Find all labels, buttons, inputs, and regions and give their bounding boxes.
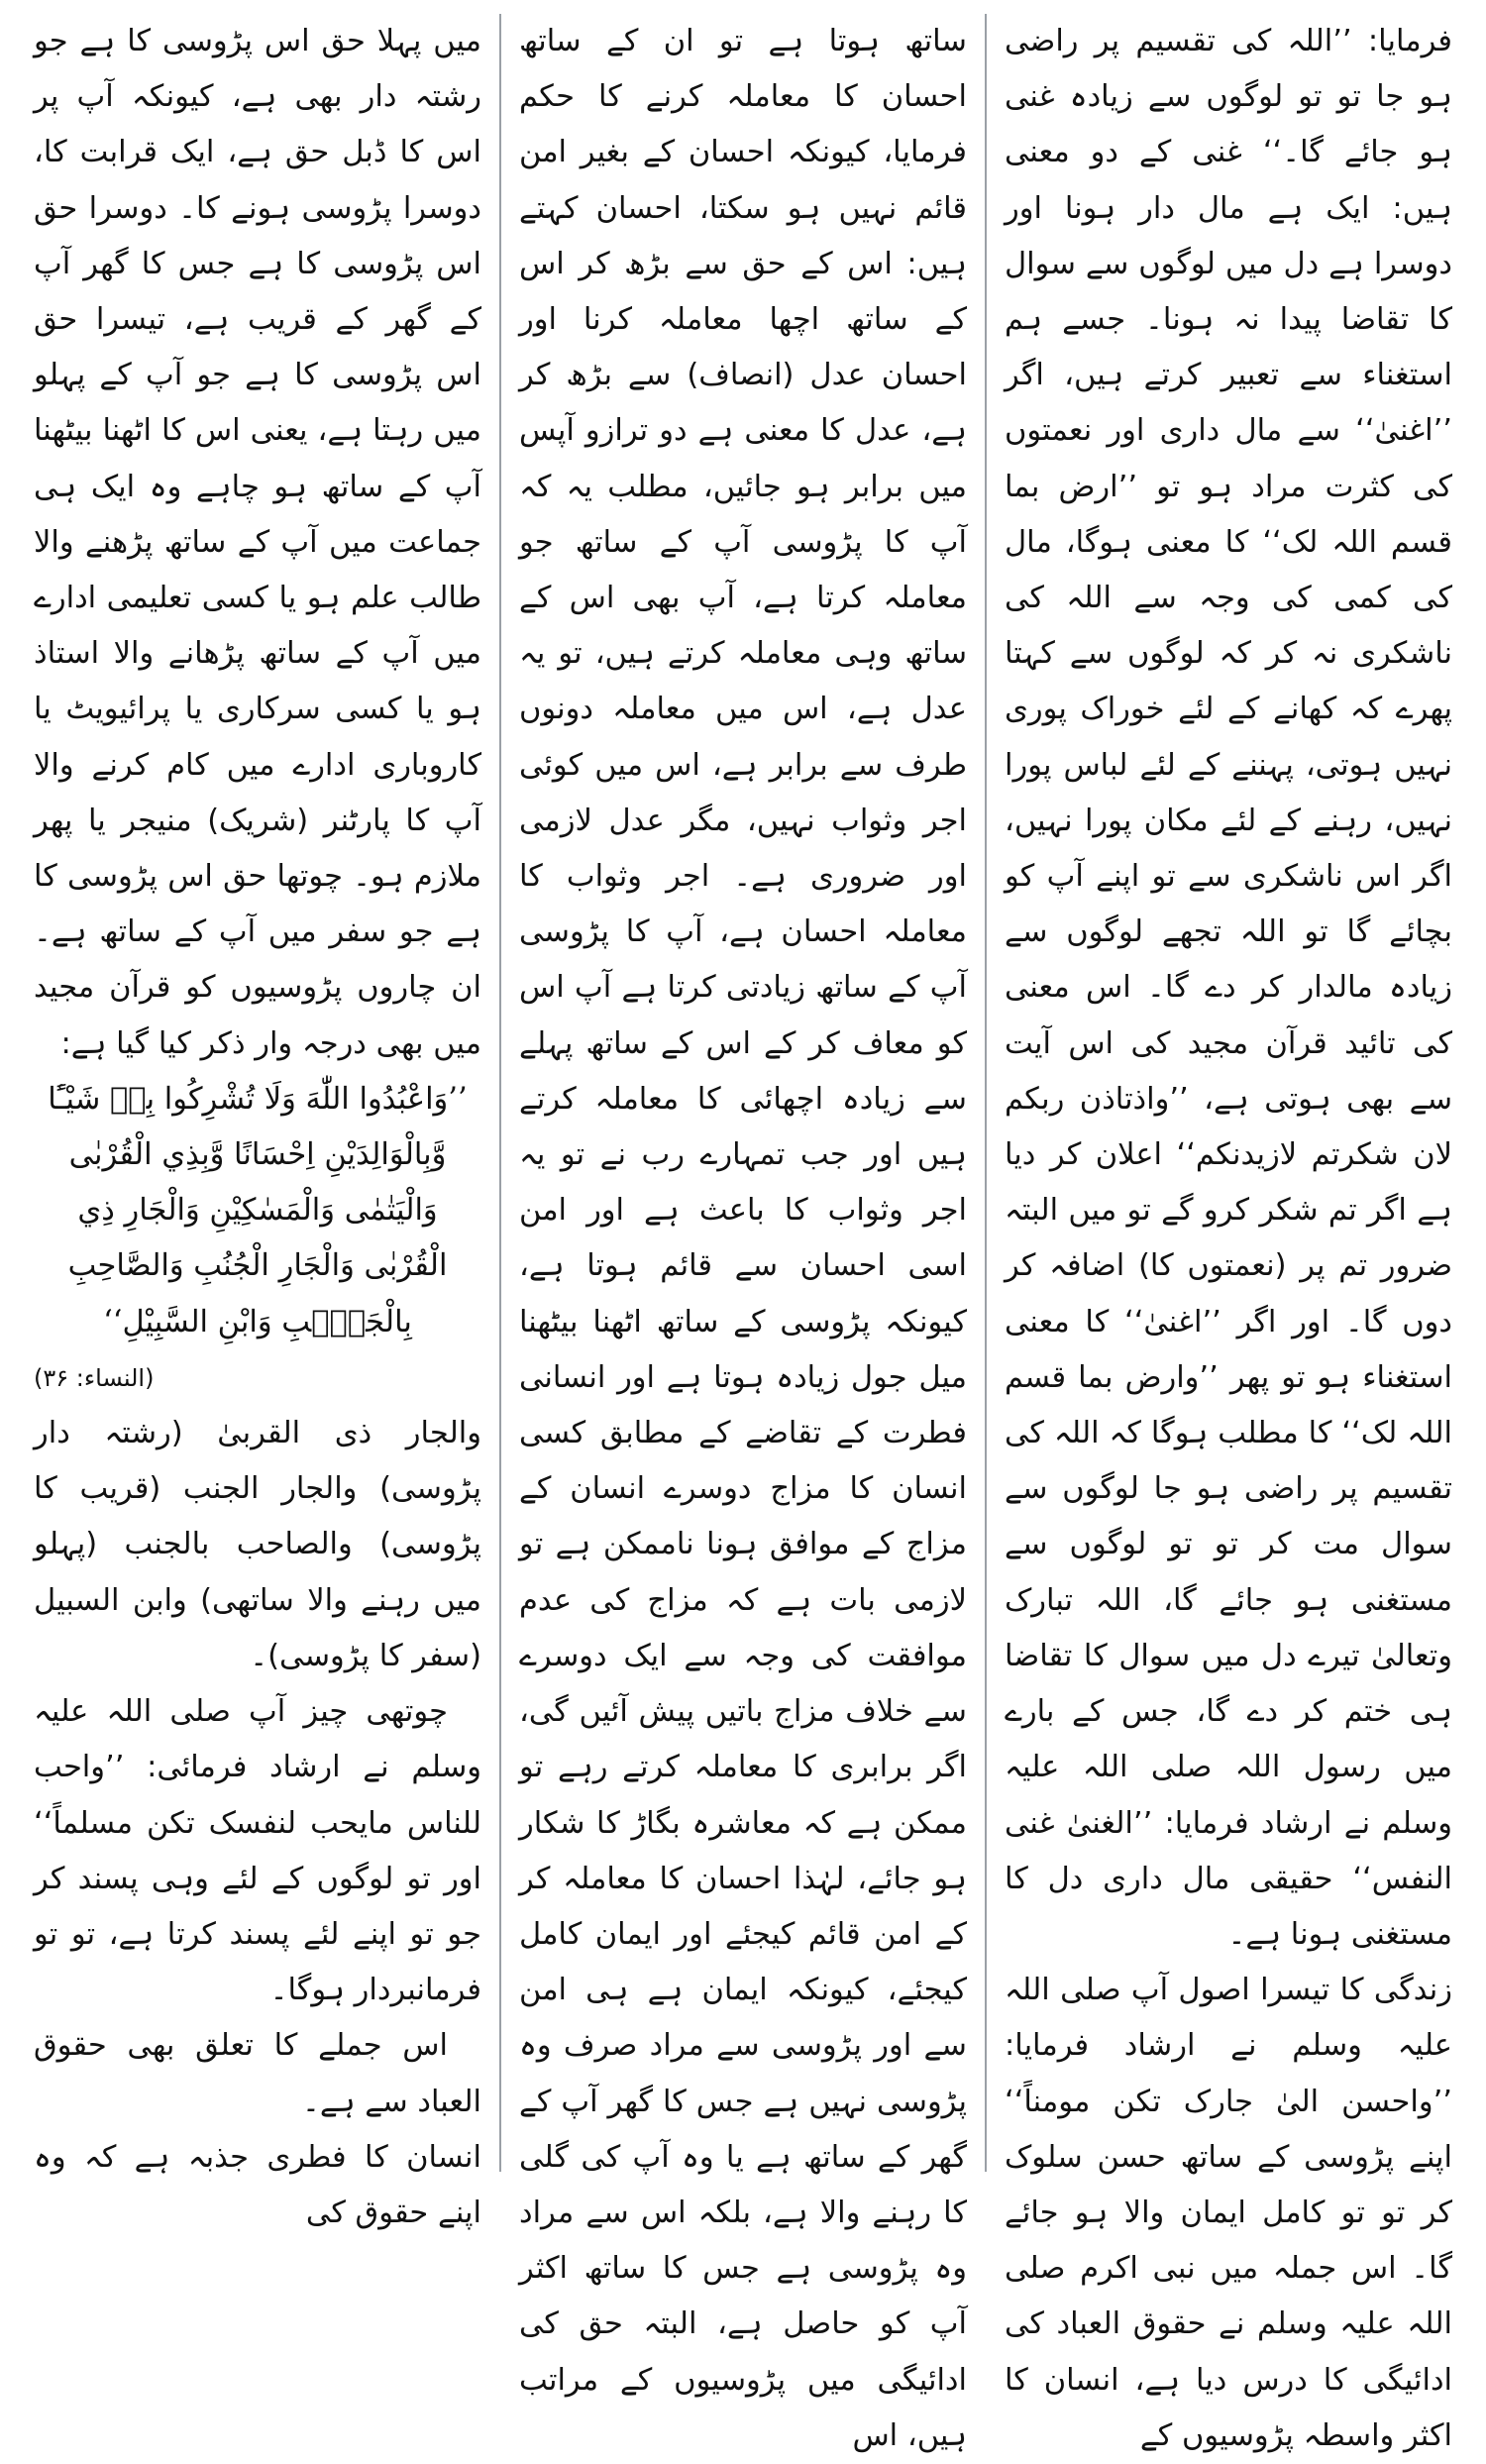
paragraph: انسان کا فطری جذبہ ہے کہ وہ اپنے حقوق کی	[34, 2139, 481, 2230]
paragraph: فرمایا: ’’اللہ کی تقسیم پر راضی ہو جا تو تو لوگوں سے زیادہ غنی ہو جائے گا۔‘‘ غنی کے دو معنی ہیں: ایک ہے مال دار ہونا اور دوسرا ہے دل میں لوگوں سے سوال کا تقاضا پیدا نہ ہونا۔ جسے ہم استغناء سے تعبیر کرتے ہیں، اگر ’’اغنیٰ‘‘ سے مال داری اور نعمتوں کی کثرت مراد ہو تو ’’ارض بما قسم اللہ لک‘‘ کا معنی ہوگا، مال کی کمی کی وجہ سے اللہ کی ناشکری نہ کر کہ لوگوں سے کہتا پھرے کہ کھانے کے لئے خوراک پوری نہیں ہوتی، پہننے کے لئے لباس پورا نہیں، رہنے کے لئے مکان پورا نہیں، اگر اس ناشکری سے تو اپنے آپ کو بچائے گا تو اللہ تجھے لوگوں سے زیادہ مالدار کر دے گا۔ اس معنی کی تائید قرآن مجید کی اس آیت سے بھی ہوتی ہے، ’’واذتاذن ربکم لان شکرتم لازیدنکم‘‘ اعلان کر دیا ہے اگر تم شکر کرو گے تو میں البتہ ضرور تم پر (نعمتوں کا) اضافہ کر دوں گا۔ اور اگر ’’اغنیٰ‘‘ کا معنی استغناء ہو تو پھر ’’وارض بما قسم اللہ لک‘‘ کا مطلب ہوگا کہ اللہ کی تقسیم پر راضی ہو جا لوگوں سے سوال مت کر تو تو لوگوں سے مستغنی ہو جائے گا، اللہ تبارک وتعالیٰ تیرے دل میں سوال کا تقاضا ہی ختم کر دے گا، جس کے بارے میں رسول اللہ صلی اللہ علیہ وسلم نے ارشاد فرمایا: ’’الغنیٰ غنی النفس‘‘ حقیقی مال داری دل کا مستغنی ہونا ہے۔	[1005, 24, 1452, 1952]
paragraph: میں پہلا حق اس پڑوسی کا ہے جو رشتہ دار بھی ہے، کیونکہ آپ پر اس کا ڈبل حق ہے، ایک قرابت کا، دوسرا پڑوسی ہونے کا۔ دوسرا حق اس پڑوسی کا ہے جس کا گھر آپ کے گھر کے قریب ہے، تیسرا حق اس پڑوسی کا ہے جو آپ کے پہلو میں رہتا ہے، یعنی اس کا اٹھنا بیٹھنا آپ کے ساتھ ہو چاہے وہ ایک ہی جماعت میں آپ کے ساتھ پڑھنے والا طالب علم ہو یا کسی تعلیمی ادارے میں آپ کے ساتھ پڑھانے والا استاذ ہو یا کسی سرکاری یا پرائیویٹ یا کاروباری ادارے میں کام کرنے والا آپ کا پارٹنر (شریک) منیجر یا پھر ملازم ہو۔ چوتھا حق اس پڑوسی کا ہے جو سفر میں آپ کے ساتھ ہے۔ ان چاروں پڑوسیوں کو قرآن مجید میں بھی درجہ وار ذکر کیا گیا ہے:	[34, 24, 481, 1061]
text-column-middle	[501, 14, 987, 2453]
paragraph: زندگی کا تیسرا اصول آپ صلی اللہ علیہ وسلم نے ارشاد فرمایا: ’’واحسن الیٰ جارک تکن مومناً‘‘ اپنے پڑوسی کے ساتھ حسن سلوک کر تو تو کامل ایمان والا ہو جائے گا۔ اس جملہ میں نبی اکرم صلی اللہ علیہ وسلم نے حقوق العباد کی ادائیگی کا درس دیا ہے، انسان کا اکثر واسطہ پڑوسیوں کے	[1005, 1973, 1452, 2453]
text-column-right	[987, 14, 1470, 2453]
quran-verse: ’’وَاعْبُدُوا اللّٰهَ وَلَا تُشْرِكُوا بِهٖ شَيْـًٔا وَّبِالْوَالِدَيْنِ اِحْسَانًا وَّبِذِي الْقُرْبٰى وَالْيَتٰمٰى وَالْمَسٰكِيْنِ وَالْجَارِ ذِي الْقُرْبٰى وَالْجَارِ الْجُنُبِ وَالصَّاحِبِ بِالْجَنْۢبِ وَابْنِ السَّبِيْلِ‘‘	[48, 1081, 468, 1339]
paragraph: اس جملے کا تعلق بھی حقوق العباد سے ہے۔	[34, 2028, 481, 2119]
verse-reference: (النساء: ۳۶)	[34, 1363, 155, 1392]
text-column-left	[16, 14, 501, 2230]
paragraph: چوتھی چیز آپ صلی اللہ علیہ وسلم نے ارشاد فرمائی: ’’واحب للناس مایحب لنفسک تکن مسلماً‘‘ اور تو لوگوں کے لئے وہی پسند کر جو تو اپنے لئے پسند کرتا ہے، تو تو فرمانبردار ہوگا۔	[34, 1694, 481, 2008]
paragraph: والجار ذی القربیٰ (رشتہ دار پڑوسی) والجار الجنب (قریب کا پڑوسی) والصاحب بالجنب (پہلو میں رہنے والا ساتھی) وابن السبیل (سفر کا پڑوسی)۔	[34, 1416, 481, 1673]
paragraph: ساتھ ہوتا ہے تو ان کے ساتھ احسان کا معاملہ کرنے کا حکم فرمایا، کیونکہ احسان کے بغیر امن قائم نہیں ہو سکتا، احسان کہتے ہیں: اس کے حق سے بڑھ کر اس کے ساتھ اچھا معاملہ کرنا اور احسان عدل (انصاف) سے بڑھ کر ہے، عدل کا معنی ہے دو ترازو آپس میں برابر ہو جائیں، مطلب یہ کہ آپ کا پڑوسی آپ کے ساتھ جو معاملہ کرتا ہے، آپ بھی اس کے ساتھ وہی معاملہ کرتے ہیں، تو یہ عدل ہے، اس میں معاملہ دونوں طرف سے برابر ہے، اس میں کوئی اجر وثواب نہیں، مگر عدل لازمی اور ضروری ہے۔ اجر وثواب کا معاملہ احسان ہے، آپ کا پڑوسی آپ کے ساتھ زیادتی کرتا ہے آپ اس کو معاف کر کے اس کے ساتھ پہلے سے زیادہ اچھائی کا معاملہ کرتے ہیں اور جب تمہارے رب نے تو یہ اجر وثواب کا باعث ہے اور امن اسی احسان سے قائم ہوتا ہے، کیونکہ پڑوسی کے ساتھ اٹھنا بیٹھنا میل جول زیادہ ہوتا ہے اور انسانی فطرت کے تقاضے کے مطابق کسی انسان کا مزاج دوسرے انسان کے مزاج کے موافق ہونا ناممکن ہے تو لازمی بات ہے کہ مزاج کی عدم موافقت کی وجہ سے ایک دوسرے سے خلاف مزاج باتیں پیش آئیں گی، اگر برابری کا معاملہ کرتے رہے تو ممکن ہے کہ معاشرہ بگاڑ کا شکار ہو جائے، لہٰذا احسان کا معاملہ کر کے امن قائم کیجئے اور ایمان کامل کیجئے، کیونکہ ایمان ہے ہی امن سے اور پڑوسی سے مراد صرف وہ پڑوسی نہیں ہے جس کا گھر آپ کے گھر کے ساتھ ہے یا وہ آپ کی گلی کا رہنے والا ہے، بلکہ اس سے مراد وہ پڑوسی ہے جس کا ساتھ اکثر آپ کو حاصل ہے، البتہ حق کی ادائیگی میں پڑوسیوں کے مراتب ہیں، اس	[519, 24, 967, 2453]
